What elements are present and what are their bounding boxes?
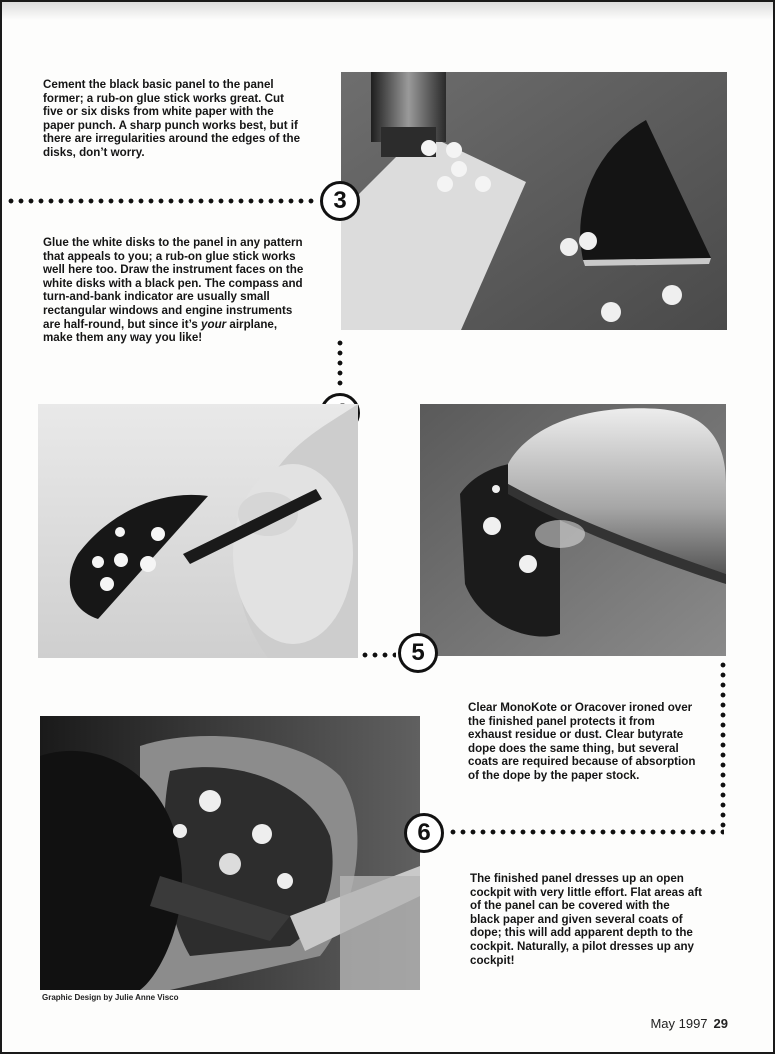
photo-ironing-covering bbox=[420, 404, 726, 656]
graphic-design-credit: Graphic Design by Julie Anne Visco bbox=[42, 993, 179, 1002]
emphasis-word: your bbox=[201, 317, 227, 331]
photo-finished-cockpit bbox=[40, 716, 420, 990]
step-3-badge: 3 bbox=[320, 181, 360, 221]
page-folio bbox=[650, 1016, 728, 1031]
step-5-badge: 5 bbox=[398, 633, 438, 673]
step-6-badge: 6 bbox=[404, 813, 444, 853]
page-number: 29 bbox=[713, 1016, 728, 1031]
dotted-connector-3 bbox=[6, 198, 318, 204]
photo-punching-disks bbox=[341, 72, 727, 330]
step-5-caption: Clear MonoKote or Oracover ironed over the finished panel protects it from exhaust residue or dust. Clear butyrate dope does the same thing, but several coats are required because of absorption of the dope by the paper stock. bbox=[468, 701, 696, 782]
dotted-connector-5-right bbox=[720, 660, 726, 832]
issue-date: May 1997 bbox=[650, 1016, 708, 1031]
dotted-connector-4 bbox=[337, 338, 343, 388]
dotted-connector-6 bbox=[448, 829, 724, 835]
step-3-caption-punch: Cement the black basic panel to the panel former; a rub-on glue stick works great. Cut five or six disks from white paper with the paper punch. A sharp punch works best, but if there are irregularities around the edges of the disks, don’t worry. bbox=[43, 78, 301, 159]
photo-drawing-instruments bbox=[38, 404, 358, 658]
dotted-connector-5-left bbox=[360, 652, 396, 658]
scan-top-shading bbox=[0, 0, 775, 20]
step-6-caption: The finished panel dresses up an open cockpit with very little effort. Flat areas aft of the panel can be covered with the black paper and given several coats of dope; this will add apparent depth to the cockpit. Naturally, a pilot dresses up any cockpit! bbox=[470, 872, 702, 967]
step-3-caption-glue: Glue the white disks to the panel in any pattern that appeals to you; a rub-on glue stick works well here too. Draw the instrument faces on the white disks with a black pen. The compass and turn-and-bank indicator are usually small rectangular windows and engine instruments are half-round, but since it’s your airplane, make them any way you like! bbox=[43, 236, 304, 345]
